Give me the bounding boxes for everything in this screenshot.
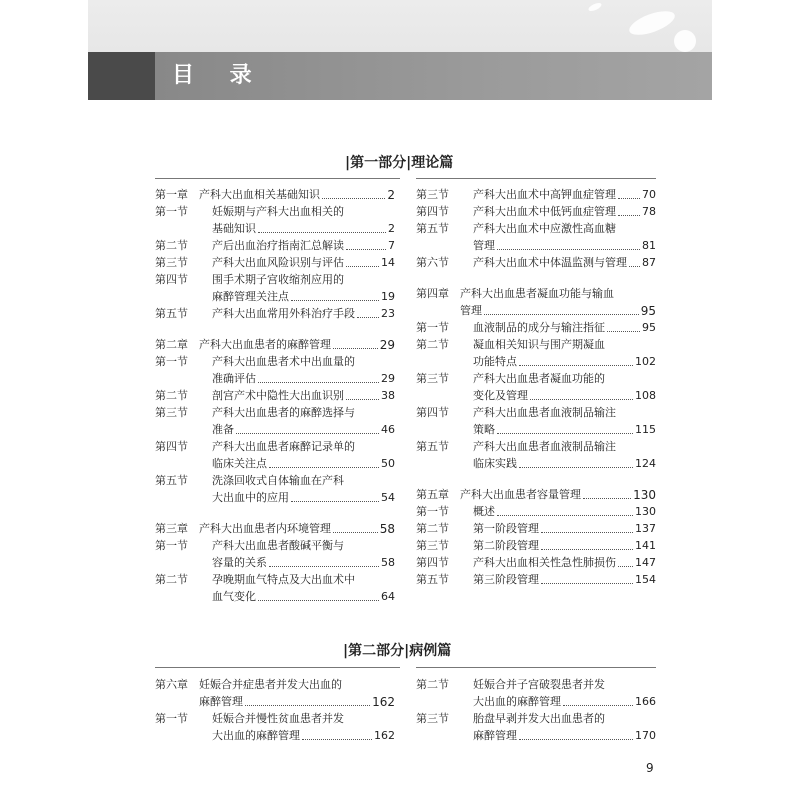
toc-leader-dots [346, 399, 379, 400]
toc-entry-label: 第二节 [155, 573, 188, 586]
toc-entry-continuation [416, 694, 656, 710]
toc-leader-dots [497, 249, 640, 250]
toc-leader-dots [357, 317, 379, 318]
toc-leader-dots [346, 249, 386, 250]
toc-entry-continuation [155, 289, 395, 305]
toc-entry-title: 产科大出血患者酸碱平衡与 [212, 539, 344, 552]
toc-entry-label: 第四节 [416, 205, 449, 218]
toc-entry-title: 策略 [473, 423, 495, 436]
toc-section-entry [416, 538, 656, 554]
toc-entry-continuation [155, 555, 395, 571]
toc-chapter-entry [155, 187, 395, 203]
toc-leader-dots [291, 300, 379, 301]
toc-entry-label: 第一节 [155, 539, 188, 552]
toc-entry-title: 产科大出血患者血液制品输注 [473, 406, 616, 419]
toc-page-number: 2 [388, 222, 395, 235]
toc-entry-label: 第五章 [416, 488, 449, 501]
toc-entry-title: 产科大出血患者的麻醉管理 [199, 338, 331, 351]
toc-entry-label: 第三节 [416, 188, 449, 201]
toc-entry-title: 大出血的麻醉管理 [212, 729, 300, 742]
toc-entry-title: 麻醉管理 [473, 729, 517, 742]
toc-entry-continuation [155, 694, 395, 710]
toc-entry-label: 第一节 [416, 505, 449, 518]
toc-leader-dots [519, 739, 633, 740]
toc-section-entry [416, 572, 656, 588]
toc-section-entry [416, 677, 656, 693]
toc-leader-dots [583, 498, 631, 499]
toc-page-number: 29 [381, 372, 395, 385]
toc-page-number: 95 [642, 321, 656, 334]
toc-entry-title: 大出血的麻醉管理 [473, 695, 561, 708]
toc-page-number: 14 [381, 256, 395, 269]
divider [155, 178, 400, 179]
toc-leader-dots [607, 331, 640, 332]
toc-leader-dots [618, 215, 640, 216]
toc-entry-label: 第五节 [155, 307, 188, 320]
toc-page-number: 108 [635, 389, 656, 402]
toc-leader-dots [484, 314, 639, 315]
page-title: 目 录 [172, 63, 266, 88]
toc-entry-title: 麻醉管理关注点 [212, 290, 289, 303]
toc-entry-title: 凝血相关知识与围产期凝血 [473, 338, 605, 351]
toc-entry-continuation [155, 371, 395, 387]
toc-entry-continuation [416, 456, 656, 472]
toc-leader-dots [269, 566, 379, 567]
toc-entry-label: 第四节 [155, 440, 188, 453]
toc-entry-title: 功能特点 [473, 355, 517, 368]
toc-section-entry [155, 272, 395, 288]
toc-page-number: 81 [642, 239, 656, 252]
divider [416, 667, 656, 668]
toc-leader-dots [258, 232, 386, 233]
toc-entry-label: 第三节 [416, 372, 449, 385]
toc-entry-title: 临床关注点 [212, 457, 267, 470]
toc-page-number: 102 [635, 355, 656, 368]
toc-page-number: 19 [381, 290, 395, 303]
toc-page-number: 162 [372, 695, 395, 709]
toc-page-number: 141 [635, 539, 656, 552]
toc-page-number: 46 [381, 423, 395, 436]
toc-entry-title: 产科大出血患者凝血功能的 [473, 372, 605, 385]
toc-page-number: 137 [635, 522, 656, 535]
toc-entry-title: 概述 [473, 505, 495, 518]
toc-section-entry [416, 405, 656, 421]
toc-page-number: 130 [635, 505, 656, 518]
toc-entry-title: 产科大出血患者的麻醉选择与 [212, 406, 355, 419]
toc-entry-title: 第二阶段管理 [473, 539, 539, 552]
toc-entry-label: 第五节 [416, 440, 449, 453]
toc-page-number: 162 [374, 729, 395, 742]
toc-page-number: 95 [640, 304, 656, 318]
toc-entry-label: 第四节 [416, 406, 449, 419]
toc-entry-label: 第六节 [416, 256, 449, 269]
toc-leader-dots [618, 198, 640, 199]
toc-entry-title: 管理 [473, 239, 495, 252]
toc-leader-dots [541, 532, 633, 533]
toc-section-entry [416, 221, 656, 237]
toc-leader-dots [519, 467, 633, 468]
toc-page-number: 130 [633, 488, 656, 502]
toc-leader-dots [236, 433, 379, 434]
toc-page-number: 58 [379, 522, 395, 536]
toc-entry-label: 第二节 [416, 678, 449, 691]
toc-entry-title: 产科大出血风险识别与评估 [212, 256, 344, 269]
toc-chapter-entry [155, 337, 395, 353]
toc-entry-title: 产科大出血术中体温监测与管理 [473, 256, 627, 269]
toc-section-entry [416, 187, 656, 203]
toc-entry-label: 第一节 [155, 205, 188, 218]
toc-leader-dots [541, 583, 633, 584]
toc-entry-label: 第三节 [416, 712, 449, 725]
toc-entry-label: 第一节 [416, 321, 449, 334]
toc-page-number: 147 [635, 556, 656, 569]
toc-entry-title: 产科大出血患者内环境管理 [199, 522, 331, 535]
toc-entry-title: 围手术期子宫收缩剂应用的 [212, 273, 344, 286]
toc-entry-label: 第一节 [155, 355, 188, 368]
decor-shape [626, 6, 677, 39]
toc-entry-label: 第五节 [155, 474, 188, 487]
toc-entry-title: 临床实践 [473, 457, 517, 470]
toc-entry-title: 变化及管理 [473, 389, 528, 402]
toc-leader-dots [291, 501, 379, 502]
toc-entry-title: 产科大出血相关性急性肺损伤 [473, 556, 616, 569]
toc-leader-dots [333, 348, 378, 349]
toc-entry-title: 产科大出血术中低钙血症管理 [473, 205, 616, 218]
toc-entry-label: 第二章 [155, 338, 188, 351]
toc-chapter-entry [155, 521, 395, 537]
toc-page-number: 29 [379, 338, 395, 352]
decor-shape [674, 30, 696, 52]
toc-section-entry [416, 555, 656, 571]
toc-section-entry [155, 473, 395, 489]
toc-page-number: 170 [635, 729, 656, 742]
toc-page-number: 154 [635, 573, 656, 586]
toc-entry-continuation [155, 490, 395, 506]
toc-section-entry [155, 405, 395, 421]
toc-leader-dots [258, 382, 379, 383]
toc-section-entry [155, 354, 395, 370]
toc-page-number: 87 [642, 256, 656, 269]
toc-entry-continuation [155, 728, 395, 744]
toc-page-number: 50 [381, 457, 395, 470]
toc-entry-label: 第二节 [155, 239, 188, 252]
toc-entry-title: 产科大出血术中高钾血症管理 [473, 188, 616, 201]
toc-leader-dots [258, 600, 379, 601]
toc-leader-dots [333, 532, 378, 533]
toc-entry-title: 孕晚期血气特点及大出血术中 [212, 573, 355, 586]
toc-section-entry [155, 572, 395, 588]
toc-leader-dots [530, 399, 633, 400]
toc-page-number: 124 [635, 457, 656, 470]
toc-section-entry [155, 204, 395, 220]
toc-entry-title: 产科大出血术中应激性高血糖 [473, 222, 616, 235]
toc-entry-title: 产科大出血患者血液制品输注 [473, 440, 616, 453]
page-number: 9 [646, 761, 654, 775]
toc-entry-continuation [155, 589, 395, 605]
toc-leader-dots [269, 467, 379, 468]
divider [155, 667, 400, 668]
toc-entry-title: 管理 [460, 304, 482, 317]
toc-entry-title: 第三阶段管理 [473, 573, 539, 586]
toc-entry-title: 胎盘早剥并发大出血患者的 [473, 712, 605, 725]
toc-entry-title: 麻醉管理 [199, 695, 243, 708]
toc-page-number: 38 [381, 389, 395, 402]
toc-section-entry [416, 371, 656, 387]
toc-entry-continuation [416, 303, 656, 319]
toc-section-entry [416, 255, 656, 271]
toc-page-number: 70 [642, 188, 656, 201]
toc-entry-title: 容量的关系 [212, 556, 267, 569]
toc-page-number: 166 [635, 695, 656, 708]
toc-section-entry [416, 337, 656, 353]
toc-entry-title: 产后出血治疗指南汇总解读 [212, 239, 344, 252]
toc-leader-dots [629, 266, 640, 267]
part-heading-2: |第二部分|病例篇 [343, 643, 452, 659]
toc-page-number: 115 [635, 423, 656, 436]
toc-leader-dots [245, 705, 370, 706]
toc-page-number: 58 [381, 556, 395, 569]
toc-entry-label: 第二节 [416, 338, 449, 351]
toc-entry-continuation [416, 422, 656, 438]
title-tab-dark [88, 52, 155, 100]
toc-entry-title: 准确评估 [212, 372, 256, 385]
toc-leader-dots [346, 266, 379, 267]
toc-chapter-entry [416, 286, 656, 302]
toc-entry-title: 产科大出血患者麻醉记录单的 [212, 440, 355, 453]
toc-leader-dots [322, 198, 385, 199]
toc-entry-title: 妊娠合并慢性贫血患者并发 [212, 712, 344, 725]
toc-column-left-part1 [155, 187, 395, 627]
toc-entry-label: 第四章 [416, 287, 449, 300]
toc-section-entry [155, 711, 395, 727]
toc-entry-label: 第三节 [155, 256, 188, 269]
toc-entry-title: 产科大出血常用外科治疗手段 [212, 307, 355, 320]
toc-entry-title: 产科大出血患者凝血功能与输血 [460, 287, 614, 300]
toc-section-entry [416, 711, 656, 727]
toc-page-number: 64 [381, 590, 395, 603]
toc-entry-label: 第六章 [155, 678, 188, 691]
toc-chapter-entry [155, 677, 395, 693]
toc-page-number: 54 [381, 491, 395, 504]
toc-section-entry [416, 204, 656, 220]
toc-section-entry [155, 538, 395, 554]
toc-entry-title: 基础知识 [212, 222, 256, 235]
toc-entry-continuation [416, 238, 656, 254]
toc-entry-label: 第一章 [155, 188, 188, 201]
toc-column-left-part2 [155, 677, 395, 747]
toc-column-right-part2 [416, 677, 656, 747]
toc-entry-title: 准备 [212, 423, 234, 436]
toc-entry-title: 妊娠期与产科大出血相关的 [212, 205, 344, 218]
toc-section-entry [416, 439, 656, 455]
toc-entry-title: 剖宫产术中隐性大出血识别 [212, 389, 344, 402]
toc-entry-label: 第二节 [416, 522, 449, 535]
toc-entry-title: 产科大出血患者容量管理 [460, 488, 581, 501]
toc-chapter-entry [416, 487, 656, 503]
toc-section-entry [155, 255, 395, 271]
toc-entry-title: 产科大出血患者术中出血量的 [212, 355, 355, 368]
toc-entry-label: 第三节 [155, 406, 188, 419]
toc-leader-dots [563, 705, 633, 706]
toc-section-entry [416, 320, 656, 336]
toc-entry-continuation [416, 388, 656, 404]
toc-entry-title: 第一阶段管理 [473, 522, 539, 535]
toc-entry-continuation [155, 221, 395, 237]
toc-entry-title: 洗涤回收式自体输血在产科 [212, 474, 344, 487]
toc-page-number: 23 [381, 307, 395, 320]
toc-entry-title: 产科大出血相关基础知识 [199, 188, 320, 201]
toc-section-entry [155, 306, 395, 322]
toc-entry-continuation [155, 422, 395, 438]
toc-column-right-part1 [416, 187, 656, 607]
toc-leader-dots [497, 433, 633, 434]
toc-entry-label: 第四节 [155, 273, 188, 286]
toc-entry-title: 大出血中的应用 [212, 491, 289, 504]
toc-page-number: 7 [388, 239, 395, 252]
toc-entry-continuation [416, 728, 656, 744]
toc-leader-dots [618, 566, 633, 567]
toc-entry-label: 第五节 [416, 222, 449, 235]
toc-entry-label: 第四节 [416, 556, 449, 569]
toc-leader-dots [302, 739, 372, 740]
toc-section-entry [155, 388, 395, 404]
toc-entry-label: 第三章 [155, 522, 188, 535]
toc-entry-label: 第一节 [155, 712, 188, 725]
divider [416, 178, 656, 179]
toc-entry-title: 血液制品的成分与输注指征 [473, 321, 605, 334]
toc-leader-dots [497, 515, 633, 516]
toc-entry-label: 第二节 [155, 389, 188, 402]
part-heading-1: |第一部分|理论篇 [345, 155, 454, 171]
toc-leader-dots [541, 549, 633, 550]
toc-entry-continuation [416, 354, 656, 370]
toc-section-entry [155, 439, 395, 455]
toc-entry-continuation [155, 456, 395, 472]
toc-entry-title: 血气变化 [212, 590, 256, 603]
toc-page-number: 78 [642, 205, 656, 218]
toc-entry-label: 第五节 [416, 573, 449, 586]
toc-section-entry [416, 504, 656, 520]
toc-section-entry [416, 521, 656, 537]
toc-section-entry [155, 238, 395, 254]
toc-page-number: 2 [387, 188, 395, 202]
toc-entry-label: 第三节 [416, 539, 449, 552]
toc-entry-title: 妊娠合并子宫破裂患者并发 [473, 678, 605, 691]
toc-leader-dots [519, 365, 633, 366]
decor-shape [587, 1, 602, 12]
toc-entry-title: 妊娠合并症患者并发大出血的 [199, 678, 342, 691]
